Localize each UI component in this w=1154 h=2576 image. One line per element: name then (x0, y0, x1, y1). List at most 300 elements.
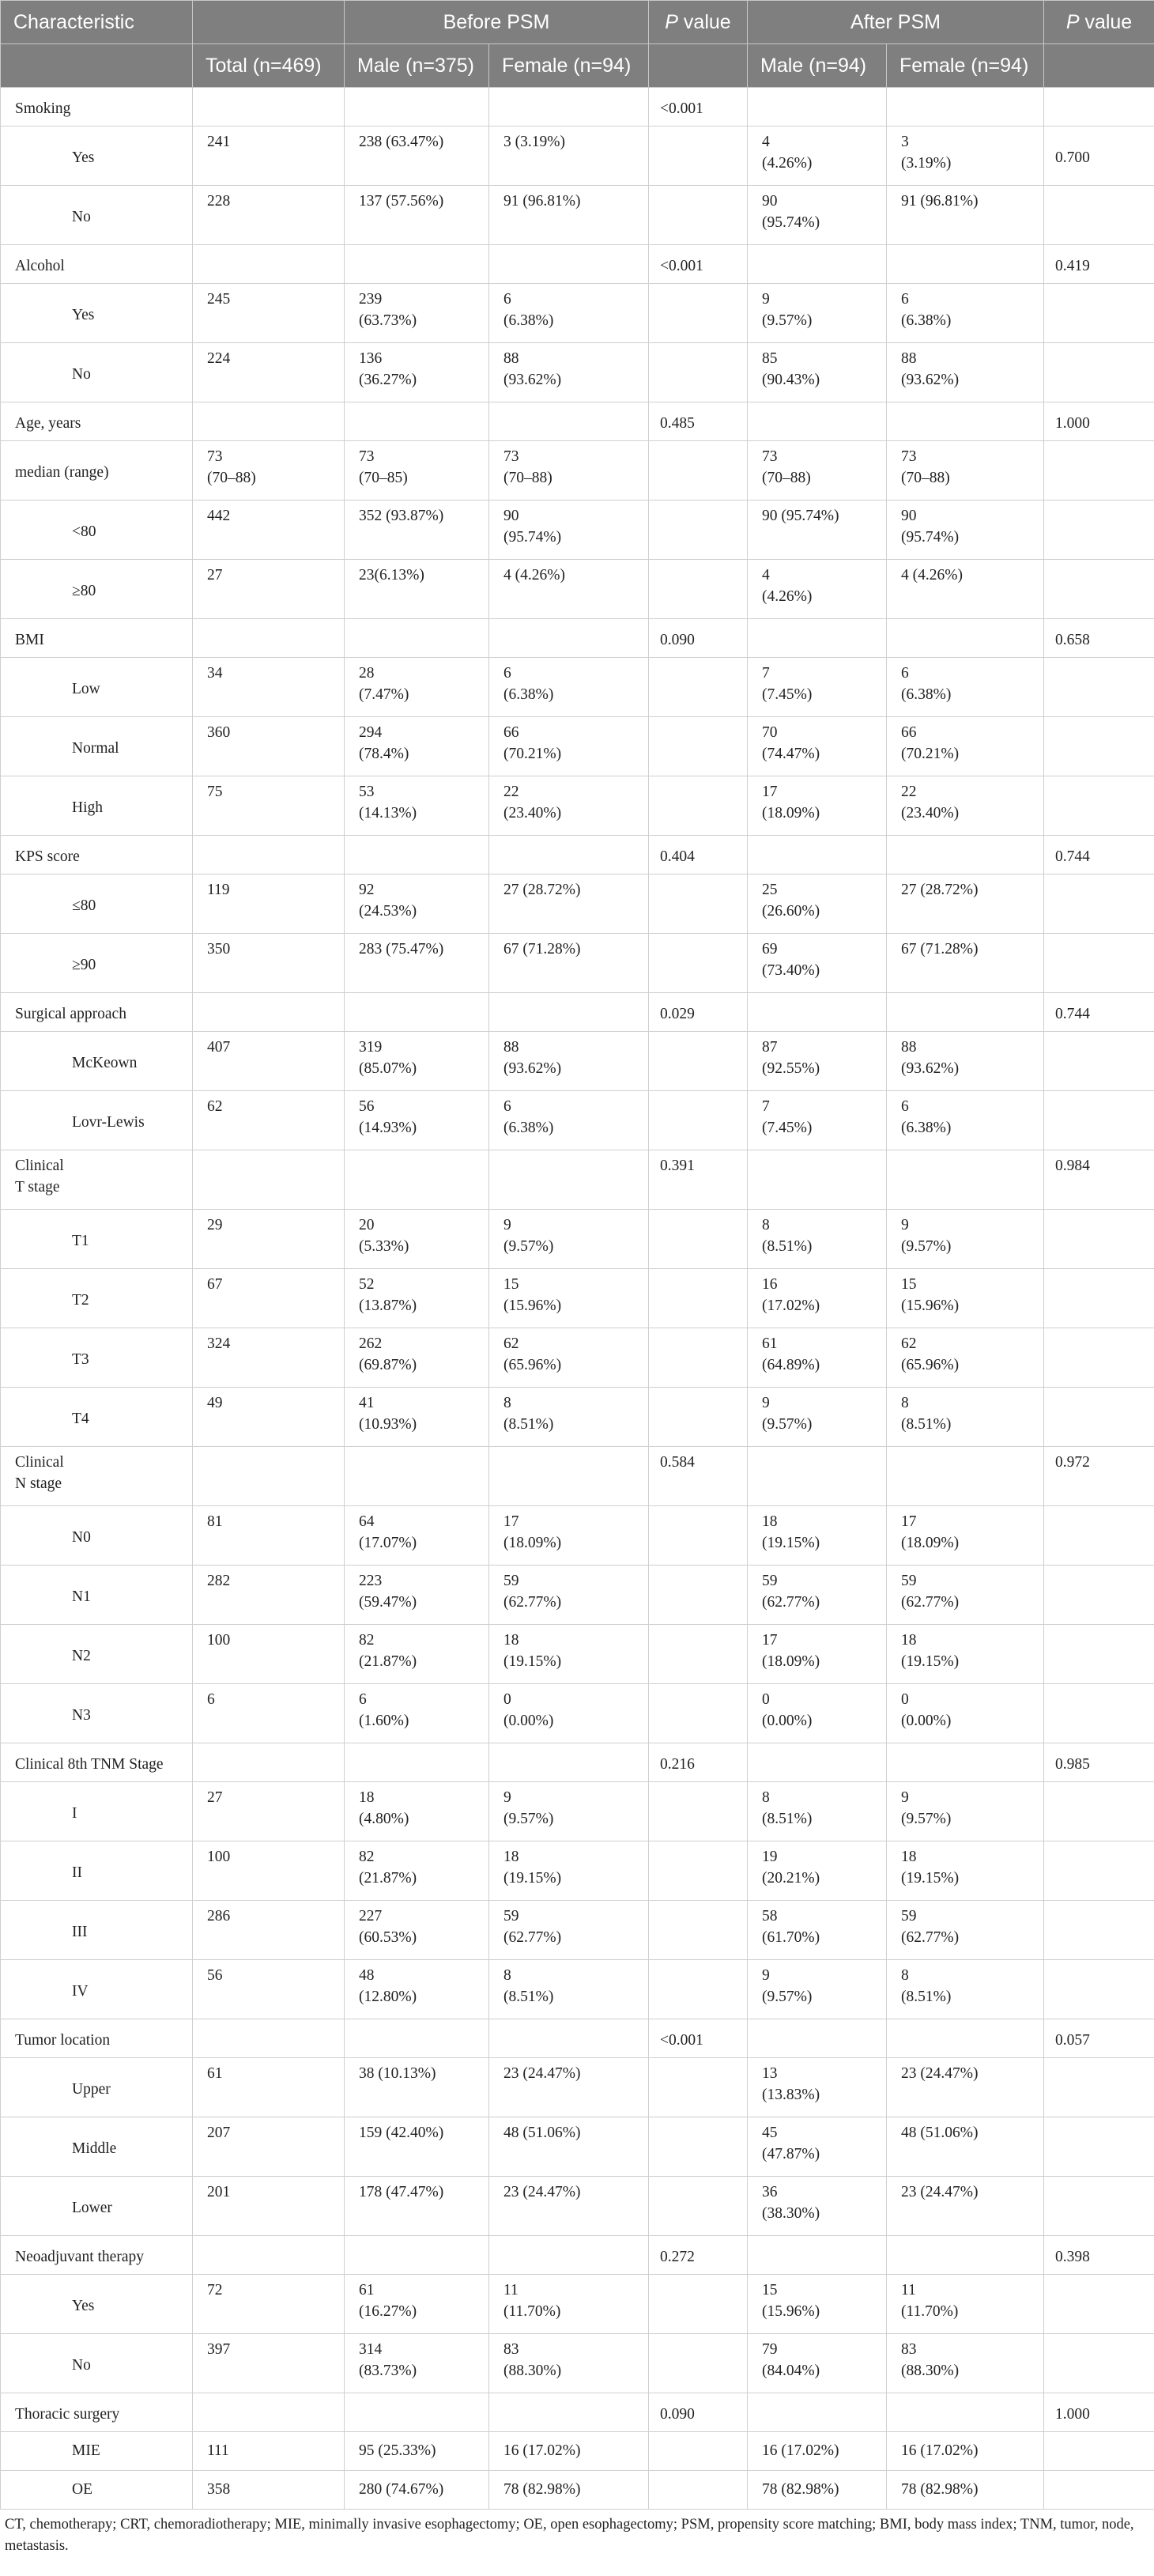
table-row (1, 1210, 1154, 1269)
female-after-cell: 3 (3.19%) (887, 127, 1044, 186)
female-before-cell: 23 (24.47%) (489, 2058, 649, 2117)
header-after-psm: After PSM (748, 1, 1044, 44)
p-value-after (1044, 1841, 1154, 1901)
male-before-cell: 48 (12.80%) (345, 1960, 489, 2019)
row-label: T2 (1, 1269, 193, 1328)
total-cell: 34 (193, 658, 345, 717)
male-before-cell: 352 (93.87%) (345, 500, 489, 560)
male-before-cell: 18 (4.80%) (345, 1782, 489, 1841)
male-after-cell: 16 (17.02%) (748, 2432, 887, 2471)
table-row (1, 284, 1154, 343)
total-cell: 27 (193, 1782, 345, 1841)
male-after-cell: 4 (4.26%) (748, 127, 887, 186)
row-label: ≥80 (1, 560, 193, 619)
female-after-cell: 4 (4.26%) (887, 560, 1044, 619)
p-value-after (1044, 1684, 1154, 1743)
row-label: MIE (1, 2432, 193, 2471)
female-after-cell: 27 (28.72%) (887, 874, 1044, 934)
section-row (1, 2236, 1154, 2275)
male-after-cell: 58 (61.70%) (748, 1901, 887, 1960)
p-value-after (1044, 2432, 1154, 2471)
female-after-cell (887, 619, 1044, 658)
table-row (1, 1841, 1154, 1901)
female-before-cell (489, 993, 649, 1032)
row-label: No (1, 343, 193, 402)
header-female-after: Female (n=94) (887, 44, 1044, 88)
header-male-after: Male (n=94) (748, 44, 887, 88)
male-before-cell (345, 1743, 489, 1782)
total-cell: 397 (193, 2334, 345, 2393)
p-value-before: 0.485 (649, 402, 748, 441)
male-after-cell: 36 (38.30%) (748, 2177, 887, 2236)
p-value-after (1044, 1210, 1154, 1269)
female-before-cell: 17 (18.09%) (489, 1506, 649, 1566)
header-before-psm: Before PSM (345, 1, 649, 44)
row-label: III (1, 1901, 193, 1960)
female-before-cell: 48 (51.06%) (489, 2117, 649, 2177)
female-after-cell: 16 (17.02%) (887, 2432, 1044, 2471)
p-value-before (649, 1684, 748, 1743)
female-after-cell: 88 (93.62%) (887, 343, 1044, 402)
p-value-after: 1.000 (1044, 402, 1154, 441)
section-row (1, 619, 1154, 658)
male-before-cell: 159 (42.40%) (345, 2117, 489, 2177)
female-after-cell: 22 (23.40%) (887, 776, 1044, 836)
table-row (1, 560, 1154, 619)
total-cell: 72 (193, 2275, 345, 2334)
row-label: ≤80 (1, 874, 193, 934)
p-value-before (649, 343, 748, 402)
p-value-before: 0.090 (649, 619, 748, 658)
p-value-after (1044, 2334, 1154, 2393)
p-value-before (649, 1625, 748, 1684)
male-after-cell: 7 (7.45%) (748, 658, 887, 717)
male-after-cell: 16 (17.02%) (748, 1269, 887, 1328)
female-before-cell (489, 88, 649, 127)
total-cell: 360 (193, 717, 345, 776)
p-value-before (649, 500, 748, 560)
female-after-cell: 17 (18.09%) (887, 1506, 1044, 1566)
male-after-cell: 9 (9.57%) (748, 284, 887, 343)
female-before-cell: 90 (95.74%) (489, 500, 649, 560)
table-row (1, 343, 1154, 402)
male-after-cell (748, 993, 887, 1032)
female-after-cell: 78 (82.98%) (887, 2471, 1044, 2510)
female-after-cell (887, 1743, 1044, 1782)
female-before-cell: 23 (24.47%) (489, 2177, 649, 2236)
total-cell: 49 (193, 1388, 345, 1447)
p-value-after (1044, 500, 1154, 560)
p-value-before (649, 1210, 748, 1269)
female-after-cell: 66 (70.21%) (887, 717, 1044, 776)
p-value-after (1044, 1388, 1154, 1447)
total-cell (193, 1150, 345, 1210)
female-after-cell: 6 (6.38%) (887, 658, 1044, 717)
row-label: <80 (1, 500, 193, 560)
total-cell (193, 1743, 345, 1782)
male-before-cell: 38 (10.13%) (345, 2058, 489, 2117)
female-after-cell: 18 (19.15%) (887, 1625, 1044, 1684)
total-cell: 324 (193, 1328, 345, 1388)
total-cell: 228 (193, 186, 345, 245)
p-value-after: 0.658 (1044, 619, 1154, 658)
male-after-cell: 70 (74.47%) (748, 717, 887, 776)
p-value-after (1044, 658, 1154, 717)
male-before-cell (345, 2393, 489, 2432)
p-value-after (1044, 2471, 1154, 2510)
male-after-cell: 69 (73.40%) (748, 934, 887, 993)
male-after-cell: 17 (18.09%) (748, 1625, 887, 1684)
male-before-cell: 136 (36.27%) (345, 343, 489, 402)
female-after-cell: 73 (70–88) (887, 441, 1044, 500)
p-value-after: 0.744 (1044, 993, 1154, 1032)
table-row (1, 658, 1154, 717)
total-cell: 111 (193, 2432, 345, 2471)
male-before-cell: 178 (47.47%) (345, 2177, 489, 2236)
table-row (1, 1328, 1154, 1388)
female-after-cell: 91 (96.81%) (887, 186, 1044, 245)
female-before-cell (489, 245, 649, 284)
section-row (1, 2393, 1154, 2432)
p-value-after (1044, 2117, 1154, 2177)
male-after-cell (748, 619, 887, 658)
female-after-cell (887, 88, 1044, 127)
p-value-before (649, 1328, 748, 1388)
male-after-cell: 0 (0.00%) (748, 1684, 887, 1743)
male-before-cell: 283 (75.47%) (345, 934, 489, 993)
p-value-after (1044, 1506, 1154, 1566)
male-before-cell: 82 (21.87%) (345, 1841, 489, 1901)
male-after-cell: 17 (18.09%) (748, 776, 887, 836)
table-row (1, 1566, 1154, 1625)
female-before-cell: 11 (11.70%) (489, 2275, 649, 2334)
p-value-before: 0.404 (649, 836, 748, 874)
row-label: II (1, 1841, 193, 1901)
male-before-cell: 95 (25.33%) (345, 2432, 489, 2471)
table-row (1, 2275, 1154, 2334)
p-value-before (649, 1032, 748, 1091)
male-after-cell: 8 (8.51%) (748, 1210, 887, 1269)
total-cell (193, 88, 345, 127)
female-before-cell (489, 1150, 649, 1210)
total-cell (193, 1447, 345, 1506)
p-value-before: 0.029 (649, 993, 748, 1032)
p-value-before (649, 1269, 748, 1328)
row-label: Lower (1, 2177, 193, 2236)
male-after-cell: 59 (62.77%) (748, 1566, 887, 1625)
p-value-before (649, 874, 748, 934)
table-row (1, 1032, 1154, 1091)
section-label: KPS score (1, 836, 193, 874)
p-value-before (649, 1388, 748, 1447)
p-value-before (649, 1506, 748, 1566)
row-label: median (range) (1, 441, 193, 500)
female-before-cell: 8 (8.51%) (489, 1960, 649, 2019)
p-value-before: <0.001 (649, 88, 748, 127)
male-before-cell: 28 (7.47%) (345, 658, 489, 717)
male-after-cell: 45 (47.87%) (748, 2117, 887, 2177)
section-label: Clinical 8th TNM Stage (1, 1743, 193, 1782)
p-value-before (649, 2275, 748, 2334)
p-value-before: 0.090 (649, 2393, 748, 2432)
male-after-cell: 7 (7.45%) (748, 1091, 887, 1150)
table-row (1, 1625, 1154, 1684)
female-before-cell: 18 (19.15%) (489, 1625, 649, 1684)
p-value-after (1044, 186, 1154, 245)
female-before-cell: 9 (9.57%) (489, 1210, 649, 1269)
section-label: Alcohol (1, 245, 193, 284)
row-label: McKeown (1, 1032, 193, 1091)
p-value-before: <0.001 (649, 2019, 748, 2058)
p-value-after: 0.984 (1044, 1150, 1154, 1210)
p-value-after (1044, 1625, 1154, 1684)
male-after-cell (748, 1447, 887, 1506)
female-after-cell: 59 (62.77%) (887, 1566, 1044, 1625)
female-before-cell: 59 (62.77%) (489, 1566, 649, 1625)
total-cell: 67 (193, 1269, 345, 1328)
female-before-cell: 8 (8.51%) (489, 1388, 649, 1447)
female-before-cell: 73 (70–88) (489, 441, 649, 500)
p-value-before (649, 934, 748, 993)
male-before-cell: 223 (59.47%) (345, 1566, 489, 1625)
p-value-after: 0.985 (1044, 1743, 1154, 1782)
p-value-before (649, 441, 748, 500)
section-label: Clinical T stage (1, 1150, 193, 1210)
p-value-after (1044, 2275, 1154, 2334)
female-after-cell: 83 (88.30%) (887, 2334, 1044, 2393)
table-row (1, 1388, 1154, 1447)
male-before-cell: 314 (83.73%) (345, 2334, 489, 2393)
male-before-cell (345, 1447, 489, 1506)
p-value-after: 0.700 (1044, 127, 1154, 186)
header-sub-spacer (1, 44, 193, 88)
male-before-cell (345, 402, 489, 441)
female-after-cell (887, 2393, 1044, 2432)
p-value-after: 0.972 (1044, 1447, 1154, 1506)
header-p-spacer-before (649, 44, 748, 88)
p-value-before (649, 186, 748, 245)
section-label: Tumor location (1, 2019, 193, 2058)
total-cell: 6 (193, 1684, 345, 1743)
row-label: I (1, 1782, 193, 1841)
total-cell (193, 993, 345, 1032)
section-row (1, 836, 1154, 874)
female-after-cell: 23 (24.47%) (887, 2177, 1044, 2236)
p-value-before (649, 776, 748, 836)
female-before-cell: 22 (23.40%) (489, 776, 649, 836)
p-value-before (649, 1782, 748, 1841)
p-value-before (649, 1091, 748, 1150)
row-label: Yes (1, 284, 193, 343)
p-value-before (649, 658, 748, 717)
male-after-cell (748, 1743, 887, 1782)
row-label: Yes (1, 2275, 193, 2334)
p-value-after (1044, 776, 1154, 836)
female-after-cell: 48 (51.06%) (887, 2117, 1044, 2177)
table-row (1, 500, 1154, 560)
male-before-cell: 73 (70–85) (345, 441, 489, 500)
section-row (1, 2019, 1154, 2058)
male-before-cell (345, 88, 489, 127)
total-cell: 62 (193, 1091, 345, 1150)
male-after-cell (748, 1150, 887, 1210)
row-label: OE (1, 2471, 193, 2510)
female-before-cell: 16 (17.02%) (489, 2432, 649, 2471)
p-value-after (1044, 717, 1154, 776)
table-footnote: CT, chemotherapy; CRT, chemoradiotherapy; MIE, minimally invasive esophagectomy; OE, open esophagectomy; PSM, propensity score matching; BMI, body mass index; TNM, tumor, node, metastasis. (5, 2517, 1134, 2554)
female-after-cell: 9 (9.57%) (887, 1782, 1044, 1841)
male-before-cell (345, 619, 489, 658)
section-row (1, 993, 1154, 1032)
total-cell: 119 (193, 874, 345, 934)
p-value-after: 0.057 (1044, 2019, 1154, 2058)
p-value-before (649, 2117, 748, 2177)
male-before-cell: 53 (14.13%) (345, 776, 489, 836)
male-after-cell: 78 (82.98%) (748, 2471, 887, 2510)
female-before-cell: 15 (15.96%) (489, 1269, 649, 1328)
male-before-cell: 137 (57.56%) (345, 186, 489, 245)
p-value-before (649, 2058, 748, 2117)
female-before-cell: 62 (65.96%) (489, 1328, 649, 1388)
total-cell (193, 2393, 345, 2432)
male-before-cell: 280 (74.67%) (345, 2471, 489, 2510)
male-before-cell: 23(6.13%) (345, 560, 489, 619)
female-before-cell: 59 (62.77%) (489, 1901, 649, 1960)
male-after-cell: 25 (26.60%) (748, 874, 887, 934)
male-after-cell: 8 (8.51%) (748, 1782, 887, 1841)
p-value-before: 0.216 (649, 1743, 748, 1782)
row-label: Yes (1, 127, 193, 186)
p-value-before: 0.584 (649, 1447, 748, 1506)
p-value-after (1044, 1091, 1154, 1150)
male-before-cell: 41 (10.93%) (345, 1388, 489, 1447)
female-before-cell (489, 2019, 649, 2058)
p-value-before (649, 1841, 748, 1901)
p-value-before (649, 560, 748, 619)
male-after-cell: 15 (15.96%) (748, 2275, 887, 2334)
female-after-cell: 6 (6.38%) (887, 284, 1044, 343)
p-value-before (649, 1566, 748, 1625)
female-before-cell: 67 (71.28%) (489, 934, 649, 993)
male-after-cell (748, 2019, 887, 2058)
total-cell: 358 (193, 2471, 345, 2510)
male-before-cell (345, 245, 489, 284)
male-before-cell: 227 (60.53%) (345, 1901, 489, 1960)
p-value-after (1044, 2058, 1154, 2117)
total-cell: 27 (193, 560, 345, 619)
female-after-cell: 11 (11.70%) (887, 2275, 1044, 2334)
male-before-cell: 64 (17.07%) (345, 1506, 489, 1566)
row-label: N1 (1, 1566, 193, 1625)
row-label: High (1, 776, 193, 836)
section-label: Surgical approach (1, 993, 193, 1032)
section-label: Thoracic surgery (1, 2393, 193, 2432)
male-before-cell: 52 (13.87%) (345, 1269, 489, 1328)
female-after-cell: 15 (15.96%) (887, 1269, 1044, 1328)
p-value-after (1044, 874, 1154, 934)
row-label: ≥90 (1, 934, 193, 993)
p-value-before (649, 1960, 748, 2019)
section-label: Smoking (1, 88, 193, 127)
table-row (1, 186, 1154, 245)
male-after-cell (748, 88, 887, 127)
p-value-after (1044, 284, 1154, 343)
total-cell: 286 (193, 1901, 345, 1960)
female-after-cell (887, 245, 1044, 284)
total-cell: 201 (193, 2177, 345, 2236)
male-after-cell (748, 245, 887, 284)
male-after-cell (748, 402, 887, 441)
table-row (1, 874, 1154, 934)
female-before-cell: 6 (6.38%) (489, 284, 649, 343)
total-cell: 100 (193, 1625, 345, 1684)
female-after-cell (887, 2019, 1044, 2058)
row-label: No (1, 2334, 193, 2393)
p-value-after (1044, 343, 1154, 402)
total-cell: 241 (193, 127, 345, 186)
p-value-after (1044, 1566, 1154, 1625)
total-cell: 350 (193, 934, 345, 993)
section-label: BMI (1, 619, 193, 658)
table-row (1, 127, 1154, 186)
table-body (1, 88, 1154, 2510)
female-before-cell (489, 1447, 649, 1506)
total-cell: 207 (193, 2117, 345, 2177)
female-before-cell: 4 (4.26%) (489, 560, 649, 619)
female-before-cell (489, 2236, 649, 2275)
p-value-after (1044, 934, 1154, 993)
male-before-cell (345, 993, 489, 1032)
female-after-cell: 8 (8.51%) (887, 1960, 1044, 2019)
male-after-cell: 90 (95.74%) (748, 500, 887, 560)
female-before-cell: 83 (88.30%) (489, 2334, 649, 2393)
p-value-after (1044, 1901, 1154, 1960)
male-before-cell: 294 (78.4%) (345, 717, 489, 776)
p-value-after: 0.744 (1044, 836, 1154, 874)
header-characteristic: Characteristic (1, 1, 193, 44)
male-after-cell (748, 836, 887, 874)
p-value-before (649, 2432, 748, 2471)
total-cell: 282 (193, 1566, 345, 1625)
row-label: T1 (1, 1210, 193, 1269)
p-value-after (1044, 1032, 1154, 1091)
male-after-cell: 9 (9.57%) (748, 1960, 887, 2019)
female-after-cell: 62 (65.96%) (887, 1328, 1044, 1388)
male-before-cell (345, 2019, 489, 2058)
row-label: Middle (1, 2117, 193, 2177)
male-after-cell: 73 (70–88) (748, 441, 887, 500)
header-male-before: Male (n=375) (345, 44, 489, 88)
female-before-cell: 88 (93.62%) (489, 343, 649, 402)
total-cell: 81 (193, 1506, 345, 1566)
section-row (1, 1150, 1154, 1210)
total-cell: 442 (193, 500, 345, 560)
p-value-before: 0.272 (649, 2236, 748, 2275)
table-row (1, 1091, 1154, 1150)
male-before-cell: 56 (14.93%) (345, 1091, 489, 1150)
table-row (1, 1506, 1154, 1566)
total-cell: 73 (70–88) (193, 441, 345, 500)
male-before-cell: 61 (16.27%) (345, 2275, 489, 2334)
male-after-cell: 79 (84.04%) (748, 2334, 887, 2393)
section-row (1, 245, 1154, 284)
male-after-cell: 13 (13.83%) (748, 2058, 887, 2117)
table-row (1, 2432, 1154, 2471)
table-row (1, 1684, 1154, 1743)
male-after-cell: 90 (95.74%) (748, 186, 887, 245)
total-cell: 245 (193, 284, 345, 343)
male-before-cell: 82 (21.87%) (345, 1625, 489, 1684)
